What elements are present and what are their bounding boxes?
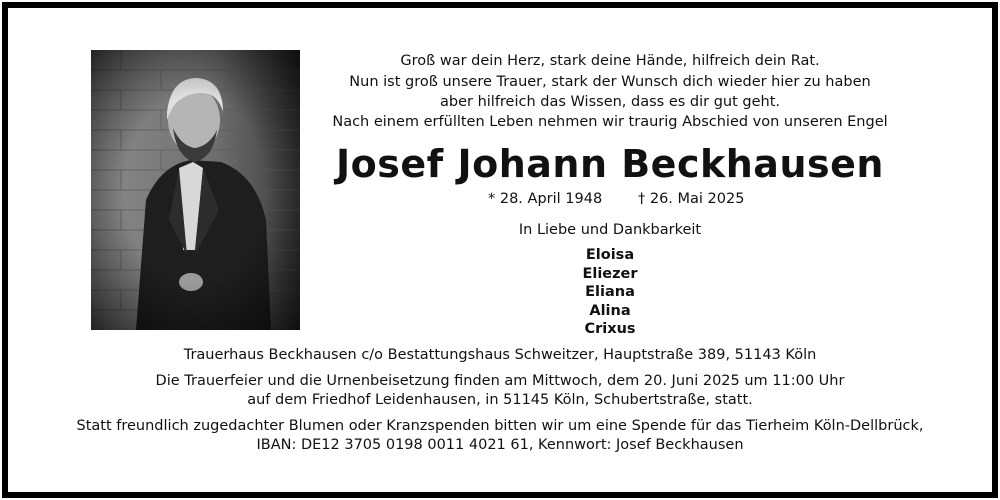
mourner-name: Eliezer <box>582 265 638 282</box>
verse-line: Groß war dein Herz, stark deine Hände, hilfreich dein Rat. <box>400 53 820 69</box>
death-date: † 26. Mai 2025 <box>638 191 745 207</box>
mourners-list <box>330 246 890 339</box>
ceremony-line-2: auf dem Friedhof Leidenhausen, in 51145 Köln, Schubertstraße, statt. <box>247 392 753 408</box>
donation-line-1: Statt freundlich zugedachter Blumen oder Kranzspenden bitten wir um eine Spende für das Tierheim Köln-Dellbrück, <box>76 418 924 434</box>
mourner-name: Eloisa <box>585 247 635 263</box>
ceremony-line-1: Die Trauerfeier und die Urnenbeisetzung finden am Mittwoch, dem 20. Juni 2025 um 11:00 Uhr <box>155 373 845 389</box>
memorial-verse <box>330 51 890 113</box>
mourner-name: Alina <box>589 302 631 319</box>
deceased-name: Josef Johann Beckhausen <box>336 142 884 186</box>
mourner-name: Eliana <box>585 284 635 301</box>
portrait-image <box>91 50 300 330</box>
birth-date: * 28. April 1948 <box>488 191 603 207</box>
funeral-home-address: Trauerhaus Beckhausen c/o Bestattungshaus Schweitzer, Hauptstraße 389, 51143 Köln <box>183 347 817 363</box>
donation-line-2: IBAN: DE12 3705 0198 0011 4021 61, Kennwort: Josef Beckhausen <box>256 437 744 453</box>
mourner-name: Crixus <box>584 321 636 338</box>
verse-line: Nun ist groß unsere Trauer, stark der Wunsch dich wieder hier zu haben <box>349 73 871 90</box>
verse-line: aber hilfreich das Wissen, dass es dir gut geht. <box>439 94 781 110</box>
farewell-intro: Nach einem erfüllten Leben nehmen wir traurig Abschied von unseren Engel <box>332 114 888 130</box>
portrait-photo <box>91 50 300 330</box>
dedication-line: In Liebe und Dankbarkeit <box>518 222 702 238</box>
